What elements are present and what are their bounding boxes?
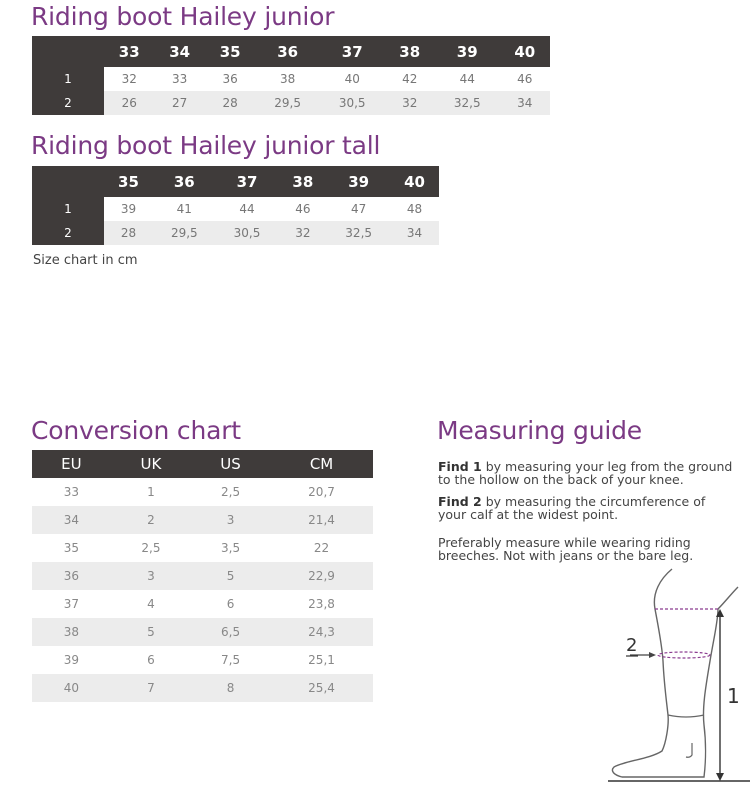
conversion-header-row	[32, 450, 373, 478]
size-header: 40	[500, 36, 551, 67]
size-header: 33	[104, 36, 154, 67]
measuring-guide-title: Measuring guide	[437, 416, 642, 445]
cell: 25,4	[270, 674, 373, 702]
table-row	[32, 221, 439, 245]
cell: 47	[327, 197, 390, 221]
cell: 46	[500, 67, 551, 91]
cell: 44	[216, 197, 279, 221]
size-header: 39	[327, 166, 390, 197]
leg-measurement-diagram	[600, 565, 752, 786]
cell: 5	[191, 562, 270, 590]
cell: 36	[205, 67, 255, 91]
table-row	[32, 91, 550, 115]
cell: 42	[384, 67, 434, 91]
table-row	[32, 646, 373, 674]
size-chart-note: Size chart in cm	[33, 253, 138, 268]
size-header-row	[32, 36, 550, 67]
cell: 40	[320, 67, 385, 91]
find-1-text: by measuring your leg from the ground	[485, 459, 733, 474]
row-label: 1	[32, 197, 104, 221]
cell: 34	[390, 221, 439, 245]
table-row	[32, 618, 373, 646]
leg-outline	[612, 569, 738, 777]
table-row	[32, 590, 373, 618]
cell: 37	[63, 597, 80, 611]
calf-circumference-line	[658, 652, 710, 658]
size-header: 37	[320, 36, 385, 67]
cell: 39	[63, 653, 80, 667]
marker-2: 2	[626, 635, 638, 656]
hailey-junior-title: Riding boot Hailey junior	[31, 2, 335, 31]
cell: 29,5	[255, 91, 320, 115]
size-header: 37	[216, 166, 279, 197]
size-header: 38	[384, 36, 434, 67]
cell: 2,5	[221, 485, 241, 499]
cell: 6,5	[191, 618, 270, 646]
marker-1: 1	[727, 684, 740, 708]
cell: 3	[191, 506, 270, 534]
hailey-junior-tall-size-table	[32, 166, 439, 245]
size-header-row	[32, 166, 439, 197]
cell: 7	[111, 674, 191, 702]
advice-text-line2: breeches. Not with jeans or the bare leg.	[438, 548, 694, 563]
cell: 21,4	[270, 506, 373, 534]
table-row	[32, 506, 373, 534]
find-2-text-line2: your calf at the widest point.	[438, 507, 619, 522]
boot-top-line	[668, 715, 704, 717]
hailey-junior-size-table	[32, 36, 550, 115]
column-header: EU	[32, 450, 111, 478]
find-2-label: Find 2	[438, 494, 482, 509]
cell: 34	[500, 91, 551, 115]
cell: 36	[32, 562, 111, 590]
size-header: 38	[278, 166, 327, 197]
table-row	[32, 67, 550, 91]
cell: 38	[32, 618, 111, 646]
find-2-instructions	[438, 495, 738, 521]
cell: 3	[111, 562, 191, 590]
find-1-label: Find 1	[438, 459, 482, 474]
heel-detail	[686, 743, 692, 757]
row-label: 2	[32, 91, 104, 115]
cell: 30,5	[320, 91, 385, 115]
cell: 22,9	[270, 562, 373, 590]
size-header: 35	[205, 36, 255, 67]
column-header: US	[191, 450, 270, 478]
cell: 24,3	[270, 618, 373, 646]
cell: 23,8	[308, 597, 335, 611]
cell: 33	[63, 485, 80, 499]
table-row	[32, 562, 373, 590]
size-header: 35	[104, 166, 153, 197]
cell: 8	[191, 674, 270, 702]
size-header: 36	[153, 166, 216, 197]
find-2-text: by measuring the circumference of	[485, 494, 706, 509]
cell: 5	[111, 618, 191, 646]
cell: 38	[255, 67, 320, 91]
column-header: CM	[270, 450, 373, 478]
hailey-junior-tall-title: Riding boot Hailey junior tall	[31, 131, 381, 160]
conversion-table	[32, 450, 373, 702]
cell: 1	[147, 485, 155, 499]
advice-text: Preferably measure while wearing riding	[438, 535, 691, 550]
cell: 40	[32, 674, 111, 702]
cell: 7,5	[221, 653, 241, 667]
cell: 44	[435, 67, 500, 91]
cell: 6	[226, 597, 235, 611]
cell: 30,5	[216, 221, 279, 245]
find-1-instructions	[438, 460, 738, 486]
cell: 46	[278, 197, 327, 221]
cell: 29,5	[153, 221, 216, 245]
size-header: 34	[154, 36, 204, 67]
find-1-text-line2: to the hollow on the back of your knee.	[438, 472, 684, 487]
column-header: UK	[111, 450, 191, 478]
row-label: 2	[32, 221, 104, 245]
size-header: 40	[390, 166, 439, 197]
cell: 39	[104, 197, 153, 221]
cell: 35	[63, 541, 80, 555]
cell: 28	[205, 91, 255, 115]
conversion-chart-title: Conversion chart	[31, 416, 241, 445]
size-header: 36	[255, 36, 320, 67]
table-row	[32, 197, 439, 221]
table-row	[32, 534, 373, 562]
cell: 25,1	[308, 653, 335, 667]
row-label: 1	[32, 67, 104, 91]
cell: 2	[111, 506, 191, 534]
height-arrow-bottom	[716, 773, 724, 781]
cell: 27	[154, 91, 204, 115]
cell: 2,5	[141, 541, 161, 555]
cell: 32	[384, 91, 434, 115]
cell: 34	[32, 506, 111, 534]
table-row	[32, 674, 373, 702]
cell: 41	[153, 197, 216, 221]
cell: 48	[390, 197, 439, 221]
cell: 32	[104, 67, 154, 91]
cell: 26	[104, 91, 154, 115]
cell: 6	[147, 653, 155, 667]
cell: 28	[104, 221, 153, 245]
corner-cell	[32, 166, 104, 197]
cell: 32,5	[327, 221, 390, 245]
calf-arrow-head	[649, 652, 656, 658]
cell: 4	[147, 597, 155, 611]
cell: 22	[313, 541, 330, 555]
cell: 32,5	[435, 91, 500, 115]
table-row	[32, 478, 373, 506]
measuring-advice	[438, 536, 738, 562]
cell: 33	[154, 67, 204, 91]
cell: 3,5	[221, 541, 241, 555]
cell: 20,7	[308, 485, 335, 499]
cell: 32	[278, 221, 327, 245]
size-header: 39	[435, 36, 500, 67]
corner-cell	[32, 36, 104, 67]
